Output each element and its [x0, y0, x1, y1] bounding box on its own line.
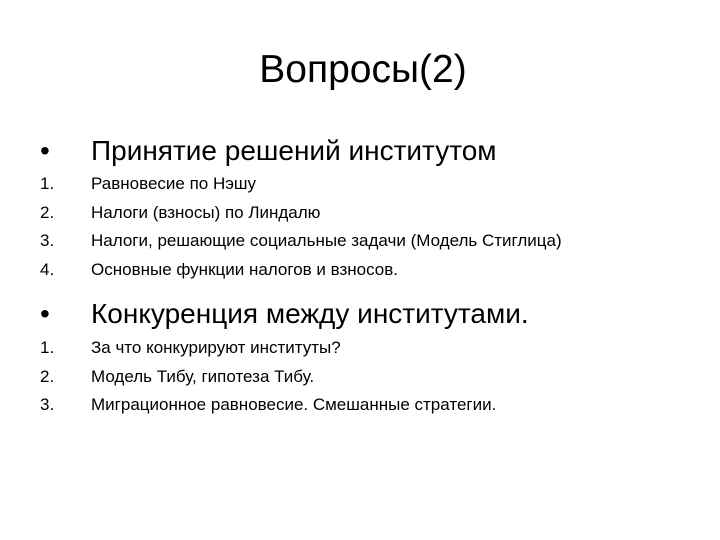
list-item	[0, 391, 720, 420]
list-item-number: 3.	[40, 231, 55, 251]
list-item	[0, 334, 720, 363]
list-item	[0, 199, 720, 228]
list-item-number: 3.	[40, 395, 55, 415]
list-item-text: Налоги, решающие социальные задачи (Модель Стиглица)	[91, 231, 562, 251]
list-item-text: Модель Тибу, гипотеза Тибу.	[91, 366, 315, 386]
bullet-marker: •	[40, 135, 50, 166]
list-item	[0, 170, 720, 199]
list-item	[0, 227, 720, 256]
list-item	[0, 363, 720, 392]
numbered-list	[0, 170, 720, 285]
list-item-number: 1.	[40, 174, 55, 193]
list-item-text: Равновесие по Нэшу	[91, 174, 257, 193]
list-item-number: 1.	[40, 338, 55, 357]
list-item-number: 2.	[40, 366, 55, 386]
section-heading-text: Принятие решений институтом	[91, 135, 497, 166]
section-heading-text: Конкуренция между институтами.	[91, 298, 529, 329]
list-item	[0, 256, 720, 285]
list-item-text: За что конкурируют институты?	[91, 338, 341, 357]
list-item-number: 4.	[40, 260, 55, 280]
list-item-text: Налоги (взносы) по Линдалю	[91, 202, 321, 222]
section-heading	[0, 131, 720, 171]
list-item-text: Основные функции налогов и взносов.	[91, 260, 398, 280]
slide-title: Вопросы(2)	[259, 48, 467, 91]
list-item-number: 2.	[40, 202, 55, 222]
bullet-marker: •	[40, 298, 50, 329]
section-heading	[0, 294, 720, 334]
list-item-text: Миграционное равновесие. Смешанные стратегии.	[91, 395, 497, 415]
numbered-list	[0, 334, 720, 420]
